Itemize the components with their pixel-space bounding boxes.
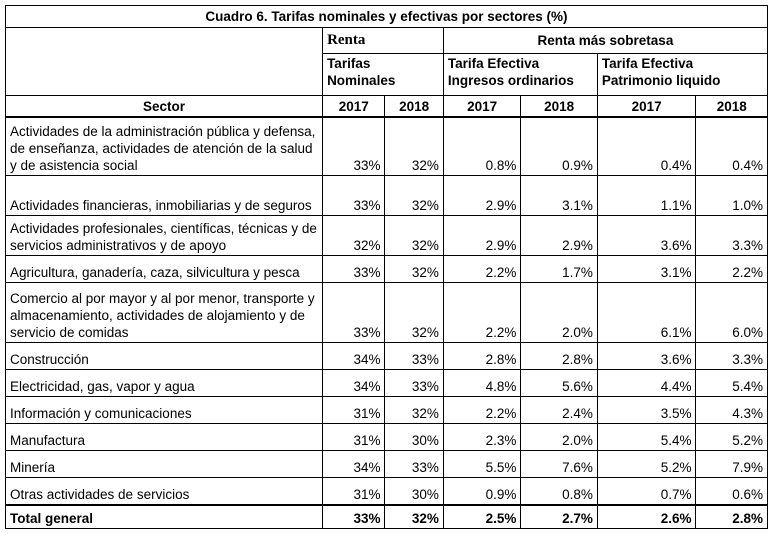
value-cell: 0.9% [443, 478, 521, 505]
value-cell: 34% [323, 451, 385, 478]
column-header-2018: 2018 [521, 96, 598, 117]
column-header-2018: 2018 [696, 96, 768, 117]
group-renta: Renta [323, 28, 444, 54]
value-cell: 4.8% [443, 370, 521, 397]
value-cell: 0.7% [597, 478, 696, 505]
table-row [6, 397, 768, 424]
value-cell: 2.2% [443, 283, 521, 343]
total-value-cell: 2.6% [597, 505, 696, 529]
value-cell: 33% [385, 451, 443, 478]
table-row [6, 256, 768, 283]
subheader-efectiva-patrimonio: Tarifa Efectiva Patrimonio liquido [597, 54, 767, 96]
value-cell: 3.1% [521, 176, 598, 216]
value-cell: 5.6% [521, 370, 598, 397]
table-row [6, 117, 768, 176]
value-cell: 33% [385, 343, 443, 370]
table-row [6, 176, 768, 216]
group-renta-sobretasa: Renta más sobretasa [443, 28, 767, 54]
column-header-2018: 2018 [385, 96, 443, 117]
value-cell: 4.4% [597, 370, 696, 397]
total-value-cell: 33% [323, 505, 385, 529]
sector-cell: Agricultura, ganadería, caza, silvicultura y pesca [6, 256, 323, 283]
value-cell: 5.5% [443, 451, 521, 478]
table-row [6, 216, 768, 256]
value-cell: 4.3% [696, 397, 768, 424]
value-cell: 33% [323, 117, 385, 176]
sector-cell: Información y comunicaciones [6, 397, 323, 424]
total-value-cell: 32% [385, 505, 443, 529]
value-cell: 34% [323, 370, 385, 397]
tariff-table [5, 5, 768, 529]
value-cell: 3.6% [597, 343, 696, 370]
value-cell: 2.8% [443, 343, 521, 370]
table-title: Cuadro 6. Tarifas nominales y efectivas por sectores (%) [6, 6, 768, 28]
subheader-efectiva-ingresos: Tarifa Efectiva Ingresos ordinarios [443, 54, 597, 96]
value-cell: 30% [385, 478, 443, 505]
column-header-2017: 2017 [323, 96, 385, 117]
value-cell: 0.6% [696, 478, 768, 505]
value-cell: 2.2% [443, 397, 521, 424]
table-row [6, 283, 768, 343]
value-cell: 0.8% [443, 117, 521, 176]
sector-cell: Minería [6, 451, 323, 478]
value-cell: 34% [323, 343, 385, 370]
column-header-2017: 2017 [597, 96, 696, 117]
value-cell: 6.1% [597, 283, 696, 343]
total-value-cell: 2.5% [443, 505, 521, 529]
value-cell: 1.1% [597, 176, 696, 216]
column-header-2017: 2017 [443, 96, 521, 117]
value-cell: 32% [385, 283, 443, 343]
value-cell: 1.0% [696, 176, 768, 216]
sector-cell: Electricidad, gas, vapor y agua [6, 370, 323, 397]
value-cell: 5.4% [696, 370, 768, 397]
sector-cell: Actividades profesionales, científicas, técnicas y de servicios administrativos y de apoyo [6, 216, 323, 256]
value-cell: 32% [385, 216, 443, 256]
value-cell: 2.9% [443, 216, 521, 256]
value-cell: 0.4% [696, 117, 768, 176]
table-container [5, 5, 768, 529]
table-row [6, 478, 768, 505]
column-header-sector: Sector [6, 96, 323, 117]
subheader-tarifas-nominales: Tarifas Nominales [323, 54, 444, 96]
value-cell: 31% [323, 478, 385, 505]
value-cell: 3.1% [597, 256, 696, 283]
value-cell: 31% [323, 424, 385, 451]
value-cell: 2.3% [443, 424, 521, 451]
sector-cell: Actividades de la administración pública y defensa, de enseñanza, actividades de atención de la salud y de asistencia social [6, 117, 323, 176]
value-cell: 3.5% [597, 397, 696, 424]
total-row [6, 505, 768, 529]
sector-cell: Otras actividades de servicios [6, 478, 323, 505]
blank-header-cell [6, 28, 323, 96]
value-cell: 33% [385, 370, 443, 397]
table-row [6, 343, 768, 370]
value-cell: 3.3% [696, 216, 768, 256]
value-cell: 2.2% [443, 256, 521, 283]
value-cell: 0.9% [521, 117, 598, 176]
sector-cell: Construcción [6, 343, 323, 370]
value-cell: 2.9% [521, 216, 598, 256]
value-cell: 1.7% [521, 256, 598, 283]
value-cell: 7.9% [696, 451, 768, 478]
value-cell: 7.6% [521, 451, 598, 478]
table-row [6, 424, 768, 451]
value-cell: 2.2% [696, 256, 768, 283]
sector-cell: Actividades financieras, inmobiliarias y de seguros [6, 176, 323, 216]
value-cell: 2.8% [521, 343, 598, 370]
value-cell: 0.8% [521, 478, 598, 505]
value-cell: 0.4% [597, 117, 696, 176]
value-cell: 32% [385, 256, 443, 283]
value-cell: 32% [385, 397, 443, 424]
total-value-cell: 2.8% [696, 505, 768, 529]
value-cell: 2.9% [443, 176, 521, 216]
total-value-cell: 2.7% [521, 505, 598, 529]
value-cell: 33% [323, 256, 385, 283]
value-cell: 32% [385, 117, 443, 176]
total-label: Total general [6, 505, 323, 529]
value-cell: 32% [385, 176, 443, 216]
value-cell: 3.3% [696, 343, 768, 370]
value-cell: 33% [323, 176, 385, 216]
value-cell: 2.0% [521, 283, 598, 343]
value-cell: 33% [323, 283, 385, 343]
table-row [6, 370, 768, 397]
value-cell: 5.2% [597, 451, 696, 478]
value-cell: 2.4% [521, 397, 598, 424]
value-cell: 30% [385, 424, 443, 451]
table-row [6, 451, 768, 478]
value-cell: 5.4% [597, 424, 696, 451]
sector-cell: Manufactura [6, 424, 323, 451]
value-cell: 2.0% [521, 424, 598, 451]
value-cell: 32% [323, 216, 385, 256]
value-cell: 6.0% [696, 283, 768, 343]
value-cell: 31% [323, 397, 385, 424]
value-cell: 3.6% [597, 216, 696, 256]
value-cell: 5.2% [696, 424, 768, 451]
sector-cell: Comercio al por mayor y al por menor, transporte y almacenamiento, actividades de alojamiento y de servicio de comidas [6, 283, 323, 343]
